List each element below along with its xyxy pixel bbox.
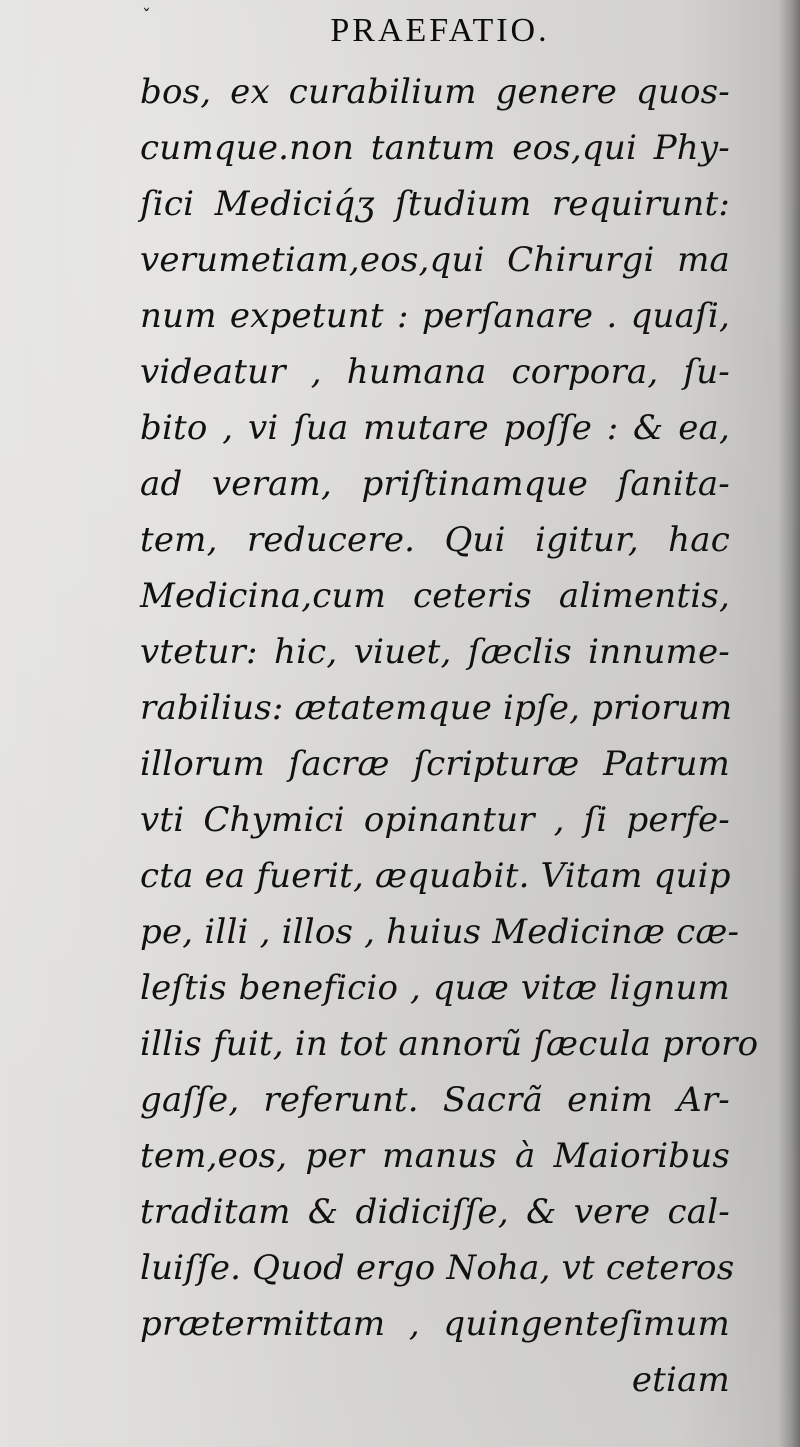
text-line: verumetiam,eos,qui Chirurgi ma (140, 240, 730, 280)
body-text (140, 64, 759, 1408)
text-line: Medicina,cum ceteris alimentis, (140, 576, 730, 616)
text-line: bito , vi ſua mutare poſſe : & ea, (140, 408, 730, 448)
text-line: num expetunt : perſanare . quaſi, (140, 296, 730, 336)
text-line: gaſſe, referunt. Sacrã enim Ar- (140, 1080, 730, 1120)
page-mark: ˇ (142, 6, 151, 27)
page-edge-shadow (778, 0, 800, 1447)
text-line: cta ea fuerit, æquabit. Vitam quip (140, 856, 731, 896)
text-line: ad veram, priſtinamque ſanita- (140, 464, 730, 504)
text-line: leſtis beneficio , quæ vitæ lignum (140, 968, 730, 1008)
text-line: pe, illi , illos , huius Medicinæ cæ- (140, 912, 740, 952)
text-line: cumque.non tantum eos,qui Phy- (140, 128, 730, 168)
running-header: PRAEFATIO. (330, 12, 550, 49)
text-line: traditam & didiciſſe, & vere cal- (140, 1192, 730, 1232)
text-line: illis fuit, in tot annorũ ſæcula proro (140, 1024, 759, 1064)
text-line: tem, reducere. Qui igitur, hac (140, 520, 730, 560)
text-line: bos, ex curabilium genere quos- (140, 72, 730, 112)
text-line: prætermittam , quingenteſimum (140, 1304, 730, 1344)
text-line: tem,eos, per manus à Maioribus (140, 1136, 730, 1176)
text-line: vti Chymici opinantur , ſi perfe- (140, 800, 730, 840)
text-line: ſici Mediciq́ʒ ſtudium requirunt: (140, 184, 730, 224)
text-line: rabilius: ætatemque ipſe, priorum (140, 688, 733, 728)
catchword: etiam (631, 1360, 730, 1400)
text-line: luiſſe. Quod ergo Noha, vt ceteros (140, 1248, 735, 1288)
text-line: illorum ſacræ ſcripturæ Patrum (140, 744, 730, 784)
text-line: videatur , humana corpora, ſu- (140, 352, 730, 392)
text-line: vtetur: hic, viuet, ſæclis innume- (140, 632, 730, 672)
